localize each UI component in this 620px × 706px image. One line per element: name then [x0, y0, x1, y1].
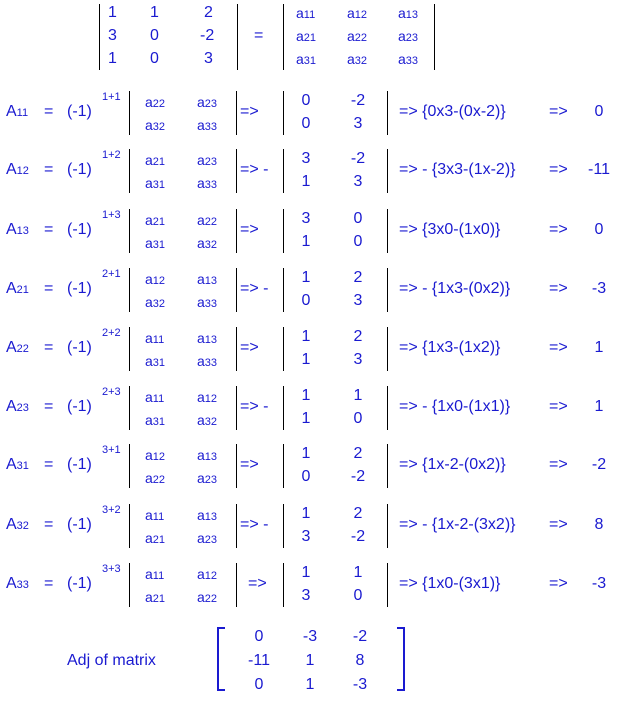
- symbol-cell: a23: [398, 28, 419, 44]
- num-left-bar: [283, 209, 284, 253]
- equals-sign: =: [44, 221, 54, 238]
- det-right-bar: [237, 4, 238, 70]
- minor-cell: a32: [145, 294, 166, 310]
- minor-right-bar: [236, 327, 237, 371]
- implies-arrow: =>: [549, 575, 568, 592]
- cofactor-label: A31: [6, 456, 29, 473]
- minor-value: 1: [301, 173, 311, 190]
- minor-value: 3: [353, 292, 363, 309]
- matrix-cell: 3: [204, 50, 213, 67]
- determinant-expression: => {1x-2-(0x2)}: [399, 456, 506, 473]
- minor-cell: a23: [197, 530, 218, 546]
- num-right-bar: [387, 504, 388, 548]
- cofactor-label: A13: [6, 221, 29, 238]
- cofactor-label: A22: [6, 339, 29, 356]
- minor-value: -2: [350, 92, 366, 109]
- minor-cell: a13: [197, 330, 218, 346]
- num-right-bar: [387, 563, 388, 607]
- sign-base: (-1): [67, 103, 92, 120]
- sign-exponent: 1+3: [102, 209, 121, 221]
- sign-base: (-1): [67, 398, 92, 415]
- minor-value: 0: [353, 233, 363, 250]
- num-right-bar: [387, 91, 388, 135]
- cofactor-result: 1: [594, 398, 604, 415]
- minor-value: 1: [353, 387, 363, 404]
- minor-cell: a13: [197, 271, 218, 287]
- implies-arrow: =>: [248, 575, 267, 592]
- determinant-expression: => {0x3-(0x-2)}: [399, 103, 506, 120]
- minor-cell: a31: [145, 235, 166, 251]
- minor-value: 3: [301, 528, 311, 545]
- minor-value: 1: [301, 233, 311, 250]
- minor-left-bar: [129, 149, 130, 193]
- equals-sign: =: [44, 456, 54, 473]
- minor-cell: a21: [145, 212, 166, 228]
- minor-cell: a22: [145, 94, 166, 110]
- cofactor-result: 1: [594, 339, 604, 356]
- adjoint-cell: 1: [305, 652, 315, 669]
- minor-value: 1: [301, 564, 311, 581]
- determinant-expression: => {1x3-(1x2)}: [399, 339, 501, 356]
- implies-arrow: =>: [240, 339, 259, 356]
- symbol-cell: a13: [398, 5, 419, 21]
- implies-arrow: =>: [549, 398, 568, 415]
- minor-value: 0: [301, 468, 311, 485]
- adjoint-cell: 1: [305, 676, 315, 693]
- implies-arrow: =>: [549, 456, 568, 473]
- implies-arrow: => -: [240, 516, 269, 533]
- minor-left-bar: [129, 386, 130, 430]
- implies-arrow: => -: [240, 398, 269, 415]
- num-right-bar: [387, 268, 388, 312]
- sym-right-bar: [434, 4, 435, 70]
- minor-right-bar: [236, 268, 237, 312]
- minor-value: 1: [301, 505, 311, 522]
- num-right-bar: [387, 386, 388, 430]
- minor-right-bar: [236, 91, 237, 135]
- minor-value: 0: [353, 210, 363, 227]
- minor-value: 1: [301, 410, 311, 427]
- equals-sign: =: [44, 398, 54, 415]
- minor-value: 2: [353, 505, 363, 522]
- minor-cell: a33: [197, 294, 218, 310]
- minor-cell: a21: [145, 589, 166, 605]
- minor-value: -2: [350, 468, 366, 485]
- minor-right-bar: [236, 209, 237, 253]
- minor-value: 0: [301, 115, 311, 132]
- determinant-expression: => - {3x3-(1x-2)}: [399, 161, 516, 178]
- minor-value: 1: [353, 564, 363, 581]
- num-right-bar: [387, 149, 388, 193]
- minor-value: 1: [301, 328, 311, 345]
- implies-arrow: =>: [240, 221, 259, 238]
- minor-right-bar: [236, 444, 237, 488]
- minor-value: 2: [353, 269, 363, 286]
- sign-base: (-1): [67, 516, 92, 533]
- symbol-cell: a31: [296, 51, 317, 67]
- minor-cell: a13: [197, 447, 218, 463]
- adjoint-cell: -3: [352, 676, 368, 693]
- minor-left-bar: [129, 504, 130, 548]
- num-right-bar: [387, 444, 388, 488]
- sign-base: (-1): [67, 161, 92, 178]
- num-left-bar: [283, 563, 284, 607]
- symbol-cell: a33: [398, 51, 419, 67]
- determinant-expression: => {1x0-(3x1)}: [399, 575, 501, 592]
- minor-cell: a33: [197, 353, 218, 369]
- adjoint-cell: -2: [352, 628, 368, 645]
- implies-arrow: => -: [240, 280, 269, 297]
- equals-sign: =: [254, 27, 264, 44]
- determinant-expression: => {3x0-(1x0)}: [399, 221, 501, 238]
- minor-right-bar: [236, 386, 237, 430]
- matrix-cell: 3: [108, 27, 117, 44]
- right-bracket: [397, 627, 405, 691]
- minor-right-bar: [236, 563, 237, 607]
- minor-cell: a21: [145, 530, 166, 546]
- sign-exponent: 1+1: [102, 91, 121, 103]
- minor-cell: a31: [145, 175, 166, 191]
- sign-exponent: 1+2: [102, 149, 121, 161]
- matrix-cell: 0: [150, 50, 159, 67]
- num-right-bar: [387, 209, 388, 253]
- num-left-bar: [283, 444, 284, 488]
- implies-arrow: =>: [549, 339, 568, 356]
- minor-value: 3: [353, 173, 363, 190]
- minor-value: 0: [353, 410, 363, 427]
- minor-value: -2: [350, 528, 366, 545]
- adjoint-cell: 0: [254, 676, 264, 693]
- sign-base: (-1): [67, 339, 92, 356]
- num-left-bar: [283, 327, 284, 371]
- cofactor-result: -3: [591, 280, 607, 297]
- equals-sign: =: [44, 516, 54, 533]
- minor-value: 1: [301, 387, 311, 404]
- num-left-bar: [283, 91, 284, 135]
- sign-base: (-1): [67, 221, 92, 238]
- num-left-bar: [283, 268, 284, 312]
- minor-left-bar: [129, 444, 130, 488]
- cofactor-result: -3: [591, 575, 607, 592]
- minor-value: 1: [301, 445, 311, 462]
- minor-cell: a12: [145, 447, 166, 463]
- cofactor-label: A11: [6, 103, 29, 120]
- determinant-expression: => - {1x3-(0x2)}: [399, 280, 511, 297]
- minor-cell: a32: [197, 235, 218, 251]
- symbol-cell: a32: [347, 51, 368, 67]
- num-left-bar: [283, 149, 284, 193]
- matrix-cell: 1: [108, 50, 117, 67]
- symbol-cell: a21: [296, 28, 317, 44]
- minor-value: 3: [301, 150, 311, 167]
- adjoint-cell: -3: [302, 628, 318, 645]
- sign-exponent: 3+2: [102, 504, 121, 516]
- minor-value: 3: [301, 210, 311, 227]
- sign-base: (-1): [67, 575, 92, 592]
- minor-cell: a31: [145, 353, 166, 369]
- minor-cell: a11: [145, 507, 165, 523]
- minor-left-bar: [129, 268, 130, 312]
- minor-left-bar: [129, 209, 130, 253]
- minor-right-bar: [236, 149, 237, 193]
- num-left-bar: [283, 386, 284, 430]
- matrix-cell: -2: [200, 27, 215, 44]
- minor-left-bar: [129, 563, 130, 607]
- sym-left-bar: [283, 4, 284, 70]
- minor-cell: a12: [197, 389, 218, 405]
- adjoint-cell: 0: [254, 628, 264, 645]
- sign-exponent: 2+1: [102, 268, 121, 280]
- adjoint-cell: 8: [355, 652, 365, 669]
- minor-value: 2: [353, 445, 363, 462]
- sign-base: (-1): [67, 280, 92, 297]
- cofactor-label: A23: [6, 398, 29, 415]
- minor-cell: a31: [145, 412, 166, 428]
- cofactor-result: 8: [594, 516, 604, 533]
- adjoint-cell: -11: [248, 652, 270, 669]
- minor-cell: a11: [145, 389, 165, 405]
- cofactor-label: A32: [6, 516, 29, 533]
- cofactor-result: 0: [594, 103, 604, 120]
- minor-cell: a22: [145, 470, 166, 486]
- adjoint-label: Adj of matrix: [67, 652, 156, 669]
- cofactor-result: -11: [588, 161, 610, 178]
- minor-value: 0: [353, 587, 363, 604]
- left-bracket: [217, 627, 225, 691]
- sign-exponent: 2+2: [102, 327, 121, 339]
- minor-cell: a11: [145, 330, 165, 346]
- minor-left-bar: [129, 327, 130, 371]
- minor-cell: a23: [197, 470, 218, 486]
- minor-cell: a33: [197, 117, 218, 133]
- implies-arrow: =>: [549, 103, 568, 120]
- minor-value: 1: [301, 351, 311, 368]
- minor-cell: a22: [197, 589, 218, 605]
- equals-sign: =: [44, 161, 54, 178]
- symbol-cell: a12: [347, 5, 368, 21]
- minor-value: 3: [353, 115, 363, 132]
- num-left-bar: [283, 504, 284, 548]
- determinant-expression: => - {1x0-(1x1)}: [399, 398, 511, 415]
- minor-value: 3: [301, 587, 311, 604]
- minor-cell: a33: [197, 175, 218, 191]
- matrix-cell: 2: [204, 4, 213, 21]
- implies-arrow: =>: [549, 221, 568, 238]
- minor-value: 2: [353, 328, 363, 345]
- cofactor-result: -2: [591, 456, 607, 473]
- minor-right-bar: [236, 504, 237, 548]
- cofactor-label: A21: [6, 280, 29, 297]
- minor-cell: a13: [197, 507, 218, 523]
- equals-sign: =: [44, 103, 54, 120]
- minor-cell: a23: [197, 152, 218, 168]
- cofactor-label: A33: [6, 575, 29, 592]
- minor-cell: a12: [197, 566, 218, 582]
- minor-value: 0: [301, 292, 311, 309]
- matrix-cell: 0: [150, 27, 159, 44]
- sign-exponent: 3+3: [102, 563, 121, 575]
- minor-value: -2: [350, 150, 366, 167]
- minor-cell: a12: [145, 271, 166, 287]
- symbol-cell: a11: [296, 5, 316, 21]
- cofactor-label: A12: [6, 161, 29, 178]
- determinant-expression: => - {1x-2-(3x2)}: [399, 516, 516, 533]
- equals-sign: =: [44, 339, 54, 356]
- equals-sign: =: [44, 575, 54, 592]
- det-left-bar: [99, 4, 100, 70]
- minor-cell: a32: [197, 412, 218, 428]
- sign-base: (-1): [67, 456, 92, 473]
- equals-sign: =: [44, 280, 54, 297]
- minor-value: 0: [301, 92, 311, 109]
- sign-exponent: 3+1: [102, 444, 121, 456]
- minor-value: 3: [353, 351, 363, 368]
- implies-arrow: =>: [549, 280, 568, 297]
- symbol-cell: a22: [347, 28, 368, 44]
- sign-exponent: 2+3: [102, 386, 121, 398]
- matrix-cell: 1: [108, 4, 117, 21]
- minor-cell: a21: [145, 152, 166, 168]
- implies-arrow: => -: [240, 161, 269, 178]
- implies-arrow: =>: [240, 456, 259, 473]
- minor-cell: a32: [145, 117, 166, 133]
- implies-arrow: =>: [549, 161, 568, 178]
- minor-cell: a23: [197, 94, 218, 110]
- implies-arrow: =>: [240, 103, 259, 120]
- minor-value: 1: [301, 269, 311, 286]
- num-right-bar: [387, 327, 388, 371]
- cofactor-result: 0: [594, 221, 604, 238]
- minor-left-bar: [129, 91, 130, 135]
- matrix-cell: 1: [150, 4, 159, 21]
- minor-cell: a11: [145, 566, 165, 582]
- implies-arrow: =>: [549, 516, 568, 533]
- minor-cell: a22: [197, 212, 218, 228]
